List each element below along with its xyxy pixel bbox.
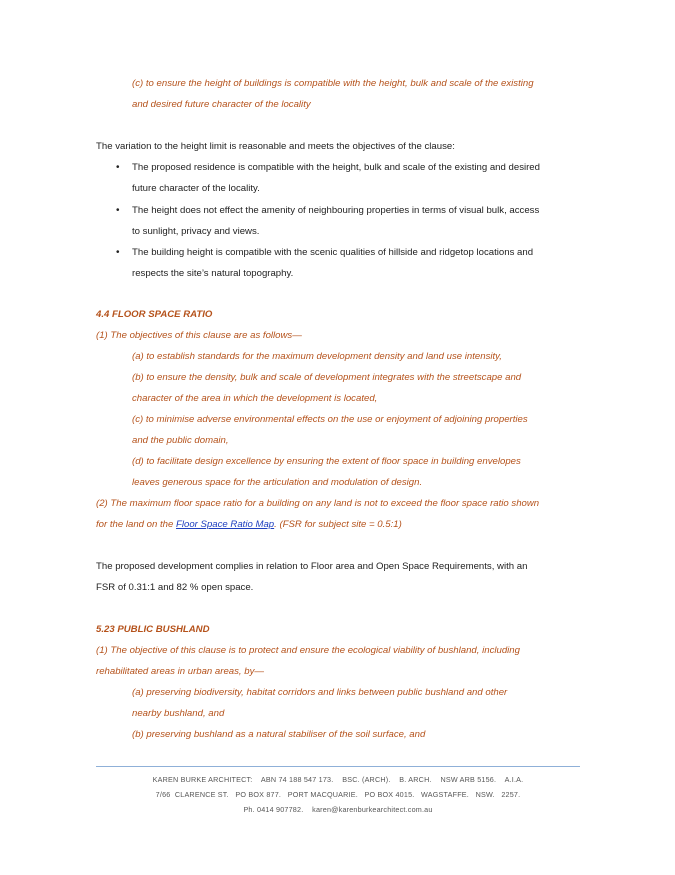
bushland-heading: 5.23 PUBLIC BUSHLAND [96, 624, 210, 635]
footer-line-2: 7/66 CLARENCE ST. PO BOX 877. PORT MACQUARIE. PO BOX 4015. WAGSTAFFE. NSW. 2257. [155, 790, 521, 799]
height-bullet-2-line-1: The height does not effect the amenity of neighbouring properties in terms of visual bulk, access [132, 205, 540, 216]
bullet-marker: • [116, 247, 120, 258]
bushland-item-line: (a) preserving biodiversity, habitat corridors and links between public bushland and other [132, 687, 508, 698]
bushland-item-line: (b) preserving bushland as a natural stabiliser of the soil surface, and [132, 729, 426, 740]
fsr-objective-line: (c) to minimise adverse environmental effects on the use or enjoyment of adjoining properties [132, 414, 528, 425]
height-bullet-1-line-2: future character of the locality. [132, 183, 260, 194]
fsr-clause-2-prefix: for the land on the [96, 519, 177, 530]
height-bullet-2-line-2: to sunlight, privacy and views. [132, 226, 260, 237]
fsr-objective-line: (b) to ensure the density, bulk and scale of development integrates with the streetscape and [132, 372, 522, 383]
fsr-objective-line: character of the area in which the development is located, [132, 393, 378, 404]
footer-line-3: Ph. 0414 907782. karen@karenburkearchitect.com.au [243, 805, 433, 814]
floor-space-ratio-map-link[interactable]: Floor Space Ratio Map [176, 519, 275, 530]
bushland-objective-line-1: (1) The objective of this clause is to protect and ensure the ecological viability of bushland, including [96, 645, 520, 656]
bullet-marker: • [116, 162, 120, 173]
fsr-clause-2-suffix: . (FSR for subject site = 0.5:1) [274, 519, 402, 530]
height-variation-intro: The variation to the height limit is reasonable and meets the objectives of the clause: [96, 141, 455, 152]
fsr-objectives-intro: (1) The objectives of this clause are as follows— [96, 330, 302, 341]
footer-line-1: KAREN BURKE ARCHITECT: ABN 74 188 547 173. BSC. (ARCH). B. ARCH. NSW ARB 5156. A.I.A. [152, 775, 524, 784]
fsr-compliance-line-1: The proposed development complies in relation to Floor area and Open Space Requirements, with an [96, 561, 528, 572]
height-objective-c-line-1: (c) to ensure the height of buildings is compatible with the height, bulk and scale of the existing [132, 78, 534, 89]
height-bullet-3-line-2: respects the site’s natural topography. [132, 268, 294, 279]
fsr-heading: 4.4 FLOOR SPACE RATIO [96, 309, 213, 320]
fsr-clause-2-line-1: (2) The maximum floor space ratio for a building on any land is not to exceed the floor space ratio shown [96, 498, 540, 509]
fsr-objective-line: leaves generous space for the articulation and modulation of design. [132, 477, 423, 488]
fsr-clause-2-line-2 [96, 518, 402, 532]
bushland-objective-line-2: rehabilitated areas in urban areas, by— [96, 666, 264, 677]
height-objective-c-line-2: and desired future character of the locality [132, 99, 311, 110]
bushland-item-line: nearby bushland, and [132, 708, 225, 719]
fsr-objective-line: (d) to facilitate design excellence by ensuring the extent of floor space in building envelopes [132, 456, 521, 467]
fsr-compliance-line-2: FSR of 0.31:1 and 82 % open space. [96, 582, 254, 593]
fsr-objective-line: and the public domain, [132, 435, 229, 446]
height-bullet-3-line-1: The building height is compatible with the scenic qualities of hillside and ridgetop locations and [132, 247, 534, 258]
fsr-objective-line: (a) to establish standards for the maximum development density and land use intensity, [132, 351, 502, 362]
bullet-marker: • [116, 205, 120, 216]
footer-divider [96, 766, 580, 767]
height-bullet-1-line-1: The proposed residence is compatible with the height, bulk and scale of the existing and desired [132, 162, 540, 173]
